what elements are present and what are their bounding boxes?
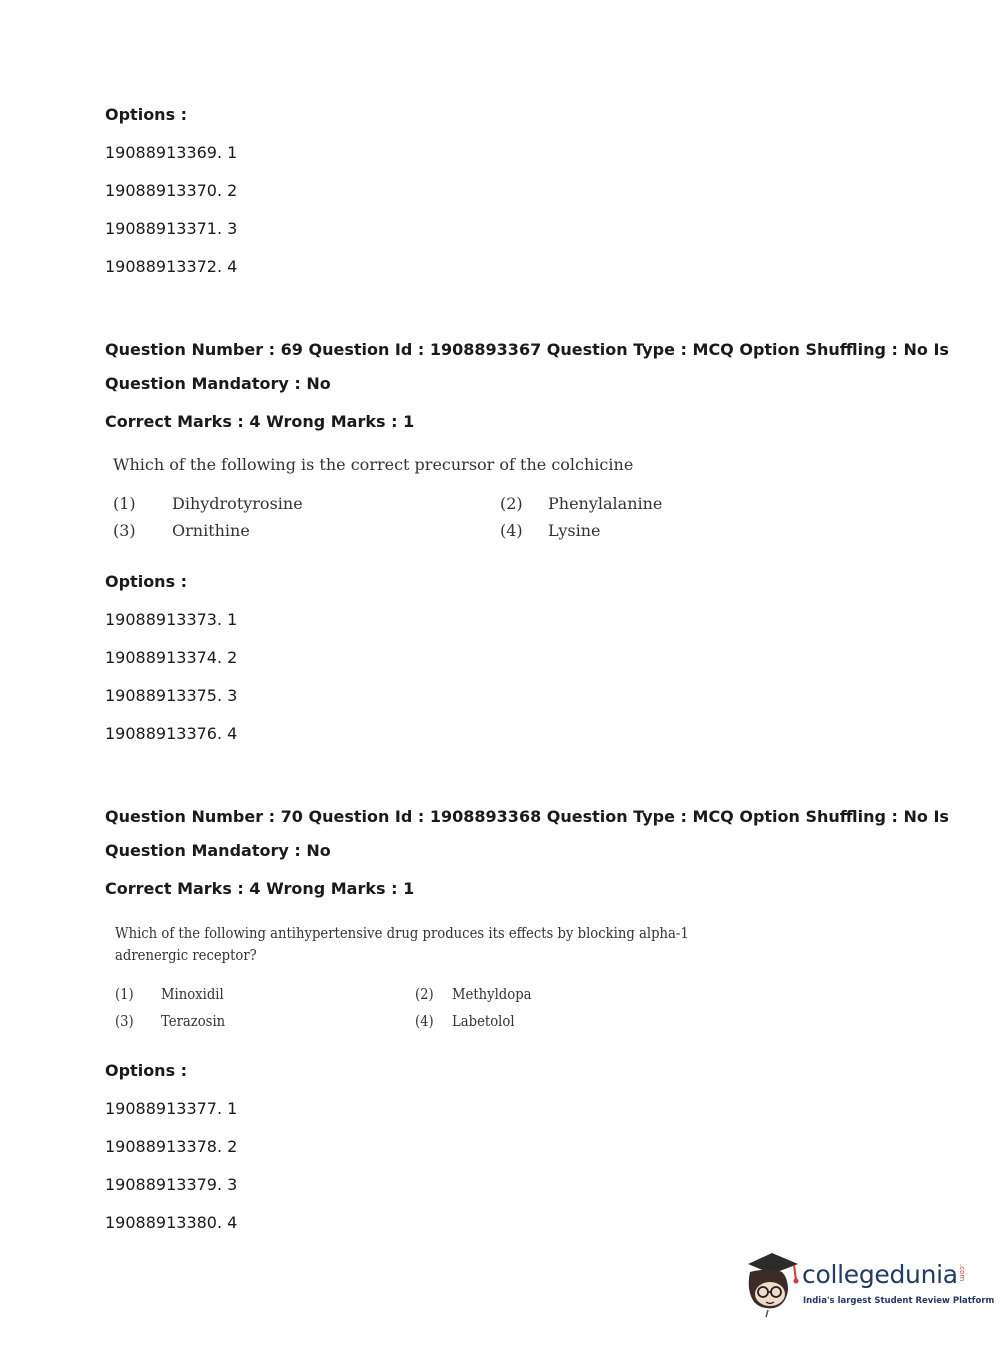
- option-item: 19088913374. 2: [105, 648, 238, 667]
- question-header: Question Number : 69 Question Id : 1908893367 Question Type : MCQ Option Shuffling : No Is: [105, 340, 949, 359]
- choice-text: Lysine: [548, 521, 601, 540]
- option-item: 19088913380. 4: [105, 1213, 238, 1232]
- choice-number: (1): [115, 985, 134, 1003]
- option-item: 19088913371. 3: [105, 219, 238, 238]
- choice-number: (1): [113, 494, 136, 513]
- option-item: 19088913379. 3: [105, 1175, 238, 1194]
- question-text: Which of the following antihypertensive drug produces its effects by blocking alpha-1: [115, 924, 689, 942]
- choice-number: (4): [415, 1012, 434, 1030]
- choice-number: (3): [115, 1012, 134, 1030]
- choice-text: Minoxidil: [161, 985, 224, 1003]
- option-item: 19088913376. 4: [105, 724, 238, 743]
- option-item: 19088913369. 1: [105, 143, 238, 162]
- option-item: 19088913373. 1: [105, 610, 238, 629]
- question-marks: Correct Marks : 4 Wrong Marks : 1: [105, 412, 415, 431]
- question-text: Which of the following is the correct precursor of the colchicine: [113, 455, 634, 474]
- option-item: 19088913377. 1: [105, 1099, 238, 1118]
- question-marks: Correct Marks : 4 Wrong Marks : 1: [105, 879, 415, 898]
- options-heading: Options :: [105, 572, 188, 591]
- option-item: 19088913375. 3: [105, 686, 238, 705]
- question-mandatory: Question Mandatory : No: [105, 374, 331, 393]
- choice-text: Phenylalanine: [548, 494, 663, 513]
- choice-number: (3): [113, 521, 136, 540]
- choice-text: Dihydrotyrosine: [172, 494, 303, 513]
- options-heading: Options :: [105, 1061, 188, 1080]
- choice-text: Labetolol: [452, 1012, 515, 1030]
- options-heading: Options :: [105, 105, 188, 124]
- option-item: 19088913378. 2: [105, 1137, 238, 1156]
- question-text: adrenergic receptor?: [115, 946, 257, 964]
- mascot-icon: [742, 1250, 802, 1318]
- choice-text: Ornithine: [172, 521, 250, 540]
- brand-name: collegedunia: [802, 1260, 958, 1289]
- question-mandatory: Question Mandatory : No: [105, 841, 331, 860]
- option-item: 19088913372. 4: [105, 257, 238, 276]
- choice-text: Methyldopa: [452, 985, 532, 1003]
- brand-tagline: India's largest Student Review Platform: [803, 1296, 995, 1306]
- choice-number: (2): [500, 494, 523, 513]
- choice-number: (2): [415, 985, 434, 1003]
- collegedunia-logo[interactable]: [742, 1250, 995, 1320]
- choice-text: Terazosin: [161, 1012, 226, 1030]
- choice-number: (4): [500, 521, 523, 540]
- brand-dotcom: .com: [958, 1264, 966, 1282]
- question-header: Question Number : 70 Question Id : 1908893368 Question Type : MCQ Option Shuffling : No Is: [105, 807, 949, 826]
- option-item: 19088913370. 2: [105, 181, 238, 200]
